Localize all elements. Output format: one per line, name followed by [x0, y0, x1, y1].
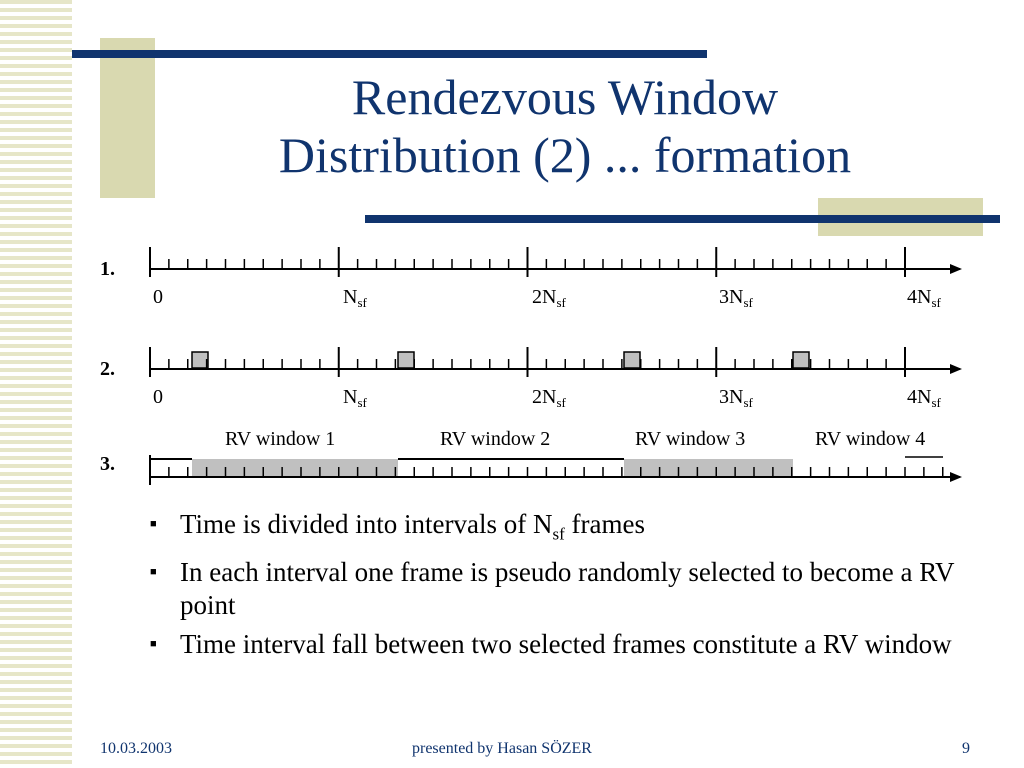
row-1-ticks	[150, 247, 905, 277]
rv-window-labels	[225, 428, 925, 450]
row-2-ticks	[150, 347, 905, 377]
row-1-tick-2: $2N_{sf}$	[532, 286, 566, 310]
bullet-item: ■ In each interval one frame is pseudo randomly selected to become a RV point	[150, 556, 980, 622]
bullet-item: ■ Time interval fall between two selected frames constitute a RV window	[150, 628, 980, 661]
row-2-label: 2.	[100, 358, 115, 380]
title-line-2: Distribution (2) ... formation	[278, 127, 852, 183]
footer-page-number: 9	[962, 740, 970, 757]
rv-window-4-label: RV window 4	[815, 428, 926, 450]
row-2-tick-1: $N_{sf}$	[343, 386, 367, 410]
title-line-1: Rendezvous Window	[351, 69, 779, 125]
row-1-label: 1.	[100, 258, 115, 280]
bullet-list	[150, 508, 980, 667]
bullet-item: ■ Time is divided into intervals of $N_{sf}$ frames	[150, 508, 980, 550]
rv-point-2	[398, 352, 414, 368]
row-2-tick-3: $3N_{sf}$	[719, 386, 753, 410]
row-1-tick-labels	[153, 286, 942, 310]
row-1-tick-1: $N_{sf}$	[343, 286, 367, 310]
title-accent-bar-bottom	[365, 215, 1000, 223]
row-1-tick-3: $3N_{sf}$	[719, 286, 753, 310]
row-2-tick-labels	[153, 386, 942, 410]
rv-window-1-label: RV window 1	[225, 428, 336, 450]
rv-window-3-segment	[624, 459, 793, 477]
row-2-tick-2: $2N_{sf}$	[532, 386, 566, 410]
rv-window-diagram	[95, 235, 975, 495]
title-accent-bar-top	[72, 50, 707, 58]
row-1-tick-0: 0	[153, 286, 163, 308]
rv-window-2-label: RV window 2	[440, 428, 551, 450]
rv-point-4	[793, 352, 809, 368]
rv-point-1	[192, 352, 208, 368]
row-2-tick-0: 0	[153, 386, 163, 408]
rv-point-3	[624, 352, 640, 368]
row-3-label: 3.	[100, 453, 115, 475]
footer-presenter: presented by Hasan SÖZER	[412, 740, 592, 757]
slide-title	[150, 68, 980, 184]
footer-date: 10.03.2003	[100, 740, 172, 757]
rv-window-3-label: RV window 3	[635, 428, 746, 450]
row-2-tick-4: $4N_{sf}$	[907, 386, 941, 410]
rv-window-1-segment	[192, 459, 398, 477]
left-stripe-decoration	[0, 0, 72, 768]
title-accent-square-left	[100, 38, 155, 198]
row-1-tick-4: $4N_{sf}$	[907, 286, 941, 310]
